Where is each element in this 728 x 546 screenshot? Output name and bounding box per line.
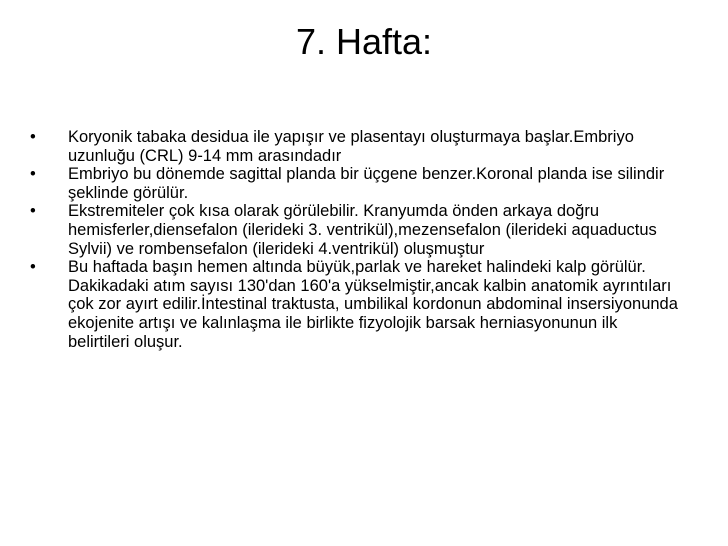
bullet-item-4	[30, 258, 680, 351]
bullet-list	[30, 128, 680, 351]
bullet-item-3	[30, 202, 680, 258]
bullet-item-2	[30, 165, 680, 202]
bullet-text: Koryonik tabaka desidua ile yapışır ve plasentayı oluşturmaya başlar.Embriyo uzunluğu (CRL) 9-14 mm arasındadır	[68, 128, 634, 165]
bullet-marker: •	[30, 165, 36, 184]
bullet-marker: •	[30, 128, 36, 146]
bullet-text: Bu haftada başın hemen altında büyük,parlak ve hareket halindeki kalp görülür. Dakikadaki atım sayısı 130'dan 160'a yükselmiştir,ancak kalbin anatomik ayrıntıları çok zor ayırt edilir.İntestinal traktusta, umbilikal kordonun abdominal insersiyonunda ekojenite artışı ve kalınlaşma ile birlikte fizyolojik barsak herniasyonunun ilk belirtileri oluşur.	[68, 258, 678, 351]
bullet-marker: •	[30, 258, 36, 277]
bullet-text: Ekstremiteler çok kısa olarak görülebilir. Kranyumda önden arkaya doğru hemisferler,diensefalon (ilerideki 3. ventrikül),mezensefalon (ilerideki aquaductus Sylvii) ve rombensefalon (ilerideki 4.ventrikül) oluşmuştur	[68, 202, 657, 258]
bullet-item-1	[30, 128, 680, 165]
slide-title: 7. Hafta:	[295, 21, 433, 62]
bullet-marker: •	[30, 202, 36, 221]
bullet-text: Embriyo bu dönemde sagittal planda bir üçgene benzer.Koronal planda ise silindir şeklinde görülür.	[68, 165, 665, 202]
